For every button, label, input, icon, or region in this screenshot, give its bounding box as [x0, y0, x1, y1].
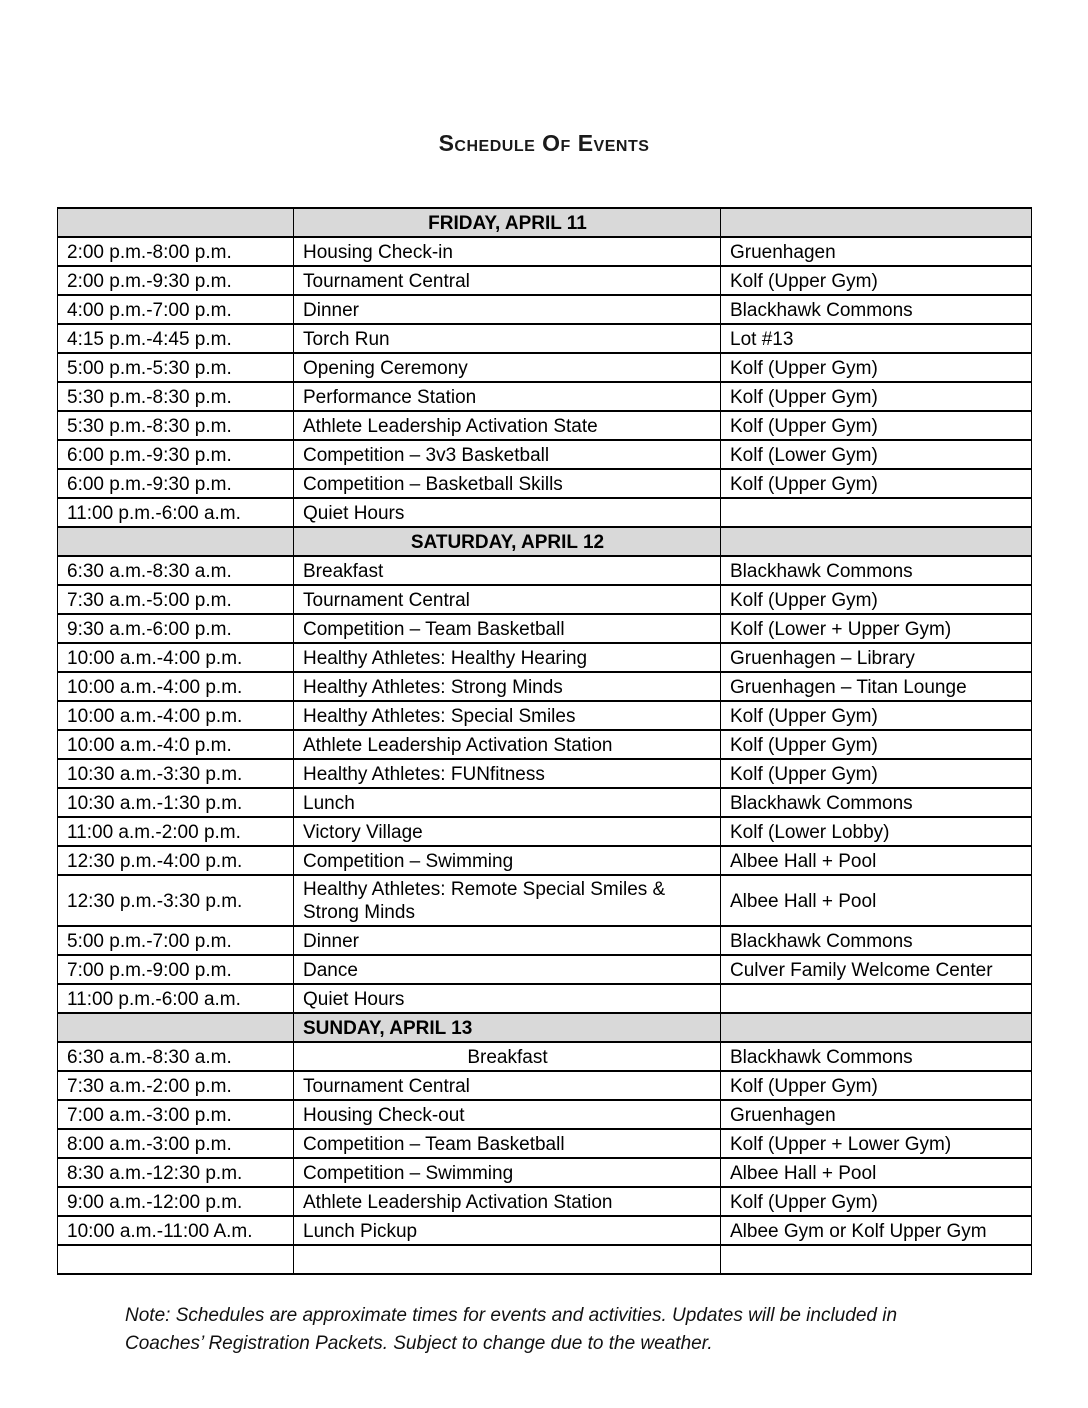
time-cell: 12:30 p.m.-3:30 p.m. [58, 875, 294, 926]
location-cell: Albee Hall + Pool [721, 875, 1032, 926]
schedule-row [58, 730, 1032, 759]
time-cell: 6:30 a.m.-8:30 a.m. [58, 1042, 294, 1071]
event-cell: Breakfast [294, 1042, 721, 1071]
schedule-row [58, 643, 1032, 672]
event-cell: Victory Village [294, 817, 721, 846]
event-cell: Lunch [294, 788, 721, 817]
section-header-spacer [58, 208, 294, 237]
location-cell: Gruenhagen – Library [721, 643, 1032, 672]
schedule-row [58, 266, 1032, 295]
time-cell: 10:00 a.m.-4:00 p.m. [58, 701, 294, 730]
time-cell: 9:30 a.m.-6:00 p.m. [58, 614, 294, 643]
schedule-row [58, 817, 1032, 846]
location-cell: Kolf (Upper Gym) [721, 469, 1032, 498]
location-cell: Kolf (Lower + Upper Gym) [721, 614, 1032, 643]
schedule-row [58, 556, 1032, 585]
time-cell: 8:30 a.m.-12:30 p.m. [58, 1158, 294, 1187]
event-cell: Competition – Team Basketball [294, 614, 721, 643]
location-cell: Kolf (Upper Gym) [721, 730, 1032, 759]
schedule-row [58, 237, 1032, 266]
time-cell: 2:00 p.m.-9:30 p.m. [58, 266, 294, 295]
time-cell: 10:00 a.m.-4:0 p.m. [58, 730, 294, 759]
location-cell: Gruenhagen [721, 237, 1032, 266]
schedule-row [58, 585, 1032, 614]
section-header-spacer [721, 1013, 1032, 1042]
location-cell: Blackhawk Commons [721, 1042, 1032, 1071]
event-cell: Quiet Hours [294, 984, 721, 1013]
event-cell: Athlete Leadership Activation State [294, 411, 721, 440]
time-cell: 7:00 p.m.-9:00 p.m. [58, 955, 294, 984]
event-cell: Healthy Athletes: Special Smiles [294, 701, 721, 730]
event-cell: Healthy Athletes: FUNfitness [294, 759, 721, 788]
location-cell: Kolf (Upper Gym) [721, 266, 1032, 295]
schedule-row [58, 1216, 1032, 1245]
schedule-row [58, 353, 1032, 382]
event-cell: Lunch Pickup [294, 1216, 721, 1245]
event-cell: Healthy Athletes: Healthy Hearing [294, 643, 721, 672]
schedule-row [58, 672, 1032, 701]
time-cell: 11:00 p.m.-6:00 a.m. [58, 498, 294, 527]
schedule-row [58, 1042, 1032, 1071]
event-cell: Competition – 3v3 Basketball [294, 440, 721, 469]
event-cell: Competition – Basketball Skills [294, 469, 721, 498]
schedule-row [58, 1071, 1032, 1100]
location-cell [721, 498, 1032, 527]
schedule-row [58, 382, 1032, 411]
schedule-row [58, 295, 1032, 324]
time-cell: 5:00 p.m.-5:30 p.m. [58, 353, 294, 382]
location-cell: Blackhawk Commons [721, 926, 1032, 955]
event-cell: Healthy Athletes: Strong Minds [294, 672, 721, 701]
schedule-row [58, 1100, 1032, 1129]
footnote-line: Note: Schedules are approximate times for events and activities. Updates will be included in [125, 1305, 898, 1326]
time-cell: 11:00 a.m.-2:00 p.m. [58, 817, 294, 846]
location-cell [721, 984, 1032, 1013]
event-cell: Athlete Leadership Activation Station [294, 730, 721, 759]
section-header-title: SATURDAY, APRIL 12 [294, 527, 721, 556]
schedule-row [58, 614, 1032, 643]
section-header-title: SUNDAY, APRIL 13 [294, 1013, 721, 1042]
schedule-row [58, 875, 1032, 926]
location-cell: Kolf (Upper Gym) [721, 585, 1032, 614]
location-cell: Kolf (Upper Gym) [721, 759, 1032, 788]
event-cell: Tournament Central [294, 585, 721, 614]
location-cell: Albee Gym or Kolf Upper Gym [721, 1216, 1032, 1245]
location-cell: Kolf (Upper Gym) [721, 701, 1032, 730]
event-cell: Dance [294, 955, 721, 984]
schedule-row [58, 955, 1032, 984]
section-header-spacer [58, 527, 294, 556]
schedule-row [58, 846, 1032, 875]
section-header-row [58, 208, 1032, 237]
event-cell: Dinner [294, 295, 721, 324]
time-cell: 10:30 a.m.-3:30 p.m. [58, 759, 294, 788]
schedule-row [58, 440, 1032, 469]
location-cell: Blackhawk Commons [721, 556, 1032, 585]
time-cell [58, 1245, 294, 1274]
event-cell: Breakfast [294, 556, 721, 585]
location-cell: Kolf (Lower Lobby) [721, 817, 1032, 846]
time-cell: 7:00 a.m.-3:00 p.m. [58, 1100, 294, 1129]
event-cell: Tournament Central [294, 1071, 721, 1100]
footnote [125, 1302, 925, 1358]
schedule-row [58, 498, 1032, 527]
location-cell: Blackhawk Commons [721, 295, 1032, 324]
location-cell: Albee Hall + Pool [721, 846, 1032, 875]
event-cell: Torch Run [294, 324, 721, 353]
time-cell: 9:00 a.m.-12:00 p.m. [58, 1187, 294, 1216]
schedule-row [58, 1245, 1032, 1274]
event-cell: Quiet Hours [294, 498, 721, 527]
time-cell: 7:30 a.m.-2:00 p.m. [58, 1071, 294, 1100]
location-cell: Kolf (Lower Gym) [721, 440, 1032, 469]
event-cell: Athlete Leadership Activation Station [294, 1187, 721, 1216]
event-cell: Opening Ceremony [294, 353, 721, 382]
section-header-row [58, 1013, 1032, 1042]
event-cell: Housing Check-out [294, 1100, 721, 1129]
section-header-spacer [721, 208, 1032, 237]
time-cell: 5:00 p.m.-7:00 p.m. [58, 926, 294, 955]
time-cell: 10:00 a.m.-11:00 A.m. [58, 1216, 294, 1245]
schedule-row [58, 411, 1032, 440]
schedule-table-body [58, 208, 1032, 1274]
time-cell: 6:30 a.m.-8:30 a.m. [58, 556, 294, 585]
time-cell: 2:00 p.m.-8:00 p.m. [58, 237, 294, 266]
event-cell: Competition – Team Basketball [294, 1129, 721, 1158]
time-cell: 5:30 p.m.-8:30 p.m. [58, 411, 294, 440]
location-cell: Albee Hall + Pool [721, 1158, 1032, 1187]
time-cell: 4:15 p.m.-4:45 p.m. [58, 324, 294, 353]
location-cell: Kolf (Upper Gym) [721, 353, 1032, 382]
schedule-row [58, 469, 1032, 498]
schedule-row [58, 701, 1032, 730]
event-cell: Dinner [294, 926, 721, 955]
location-cell: Kolf (Upper Gym) [721, 1187, 1032, 1216]
location-cell: Blackhawk Commons [721, 788, 1032, 817]
event-cell: Housing Check-in [294, 237, 721, 266]
time-cell: 12:30 p.m.-4:00 p.m. [58, 846, 294, 875]
schedule-row [58, 1187, 1032, 1216]
time-cell: 5:30 p.m.-8:30 p.m. [58, 382, 294, 411]
location-cell: Kolf (Upper Gym) [721, 411, 1032, 440]
schedule-row [58, 324, 1032, 353]
event-cell: Healthy Athletes: Remote Special Smiles & Strong Minds [294, 875, 721, 926]
event-cell: Competition – Swimming [294, 1158, 721, 1187]
location-cell: Gruenhagen – Titan Lounge [721, 672, 1032, 701]
location-cell: Lot #13 [721, 324, 1032, 353]
location-cell: Kolf (Upper Gym) [721, 382, 1032, 411]
time-cell: 11:00 p.m.-6:00 a.m. [58, 984, 294, 1013]
event-cell: Competition – Swimming [294, 846, 721, 875]
schedule-table [57, 207, 1032, 1275]
schedule-row [58, 984, 1032, 1013]
section-header-title: FRIDAY, APRIL 11 [294, 208, 721, 237]
location-cell [721, 1245, 1032, 1274]
location-cell: Kolf (Upper Gym) [721, 1071, 1032, 1100]
time-cell: 7:30 a.m.-5:00 p.m. [58, 585, 294, 614]
schedule-row [58, 759, 1032, 788]
schedule-row [58, 926, 1032, 955]
schedule-row [58, 788, 1032, 817]
location-cell: Culver Family Welcome Center [721, 955, 1032, 984]
location-cell: Gruenhagen [721, 1100, 1032, 1129]
time-cell: 10:30 a.m.-1:30 p.m. [58, 788, 294, 817]
event-cell: Tournament Central [294, 266, 721, 295]
time-cell: 8:00 a.m.-3:00 p.m. [58, 1129, 294, 1158]
time-cell: 10:00 a.m.-4:00 p.m. [58, 643, 294, 672]
section-header-row [58, 527, 1032, 556]
time-cell: 4:00 p.m.-7:00 p.m. [58, 295, 294, 324]
schedule-row [58, 1158, 1032, 1187]
event-cell [294, 1245, 721, 1274]
time-cell: 10:00 a.m.-4:00 p.m. [58, 672, 294, 701]
time-cell: 6:00 p.m.-9:30 p.m. [58, 440, 294, 469]
schedule-row [58, 1129, 1032, 1158]
time-cell: 6:00 p.m.-9:30 p.m. [58, 469, 294, 498]
page-title: Schedule Of Events [438, 130, 650, 156]
section-header-spacer [58, 1013, 294, 1042]
event-cell: Performance Station [294, 382, 721, 411]
section-header-spacer [721, 527, 1032, 556]
footnote-line: Coaches’ Registration Packets. Subject to change due to the weather. [125, 1333, 713, 1354]
location-cell: Kolf (Upper + Lower Gym) [721, 1129, 1032, 1158]
